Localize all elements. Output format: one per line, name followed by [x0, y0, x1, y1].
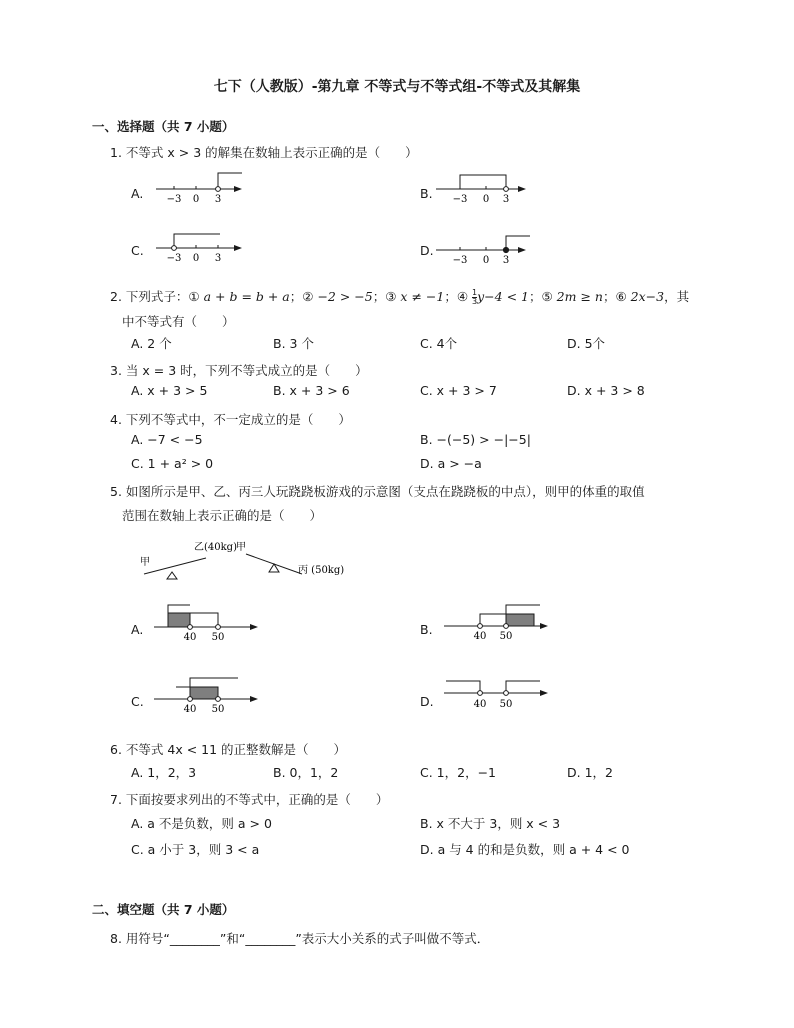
q4-option-b: B. −(−5) > −|−5|: [420, 432, 531, 447]
tick-label: 50: [211, 632, 225, 643]
tick-label: 0: [482, 194, 490, 205]
q6-option-a: A. 1，2，3: [131, 765, 197, 780]
q5-option-c-label: C.: [131, 694, 144, 709]
q6-option-c: C. 1，2，−1: [420, 765, 497, 780]
page-title: 七下（人教版）-第九章 不等式与不等式组-不等式及其解集: [213, 79, 581, 95]
q3-option-d: D. x + 3 > 8: [567, 383, 645, 398]
tick-label: 50: [211, 704, 225, 715]
tick-label: 50: [499, 699, 513, 710]
q1-option-d-label: D.: [420, 243, 434, 258]
q5-option-a-number-line: [150, 598, 265, 646]
q7-option-c: C. a 小于 3，则 3 < a: [131, 842, 260, 857]
q2-option-a: A. 2 个: [131, 336, 172, 351]
tick-label: −3: [166, 194, 182, 205]
question-5-stem: 5. 如图所示是甲、乙、丙三人玩跷跷板游戏的示意图（支点在跷跷板的中点），则甲的体重的取值: [110, 484, 645, 499]
tick-label: 40: [183, 632, 197, 643]
tick-label: 0: [192, 253, 200, 264]
q2-option-c: C. 4个: [420, 336, 458, 351]
q7-option-d: D. a 与 4 的和是负数，则 a + 4 < 0: [420, 842, 630, 857]
tick-label: 0: [192, 194, 200, 205]
question-2-stem-cont: 中不等式有（ ）: [122, 314, 235, 329]
section-fill-heading: 二、填空题（共 7 小题）: [92, 902, 235, 917]
tick-label: 3: [502, 194, 510, 205]
q5-option-d-label: D.: [420, 694, 434, 709]
question-6-stem: 6. 不等式 4x < 11 的正整数解是（ ）: [110, 742, 347, 757]
question-7-stem: 7. 下面按要求列出的不等式中，正确的是（ ）: [110, 792, 389, 807]
seesaw-label-jia-right: 甲: [236, 542, 246, 553]
question-5-stem-cont: 范围在数轴上表示正确的是（ ）: [122, 508, 323, 523]
q5-option-d-number-line: [440, 670, 555, 718]
q1-option-a-label: A.: [131, 186, 144, 201]
q7-option-b: B. x 不大于 3，则 x < 3: [420, 816, 561, 831]
q5-option-b-number-line: [440, 598, 555, 646]
q1-option-c-label: C.: [131, 243, 144, 258]
q4-option-c: C. 1 + a² > 0: [131, 456, 214, 471]
tick-label: 40: [473, 631, 487, 642]
question-3-stem: 3. 当 x = 3 时，下列不等式成立的是（ ）: [110, 363, 368, 378]
tick-label: 0: [482, 255, 490, 266]
question-2-stem: 2. 下列式子：① a + b = b + a；② −2 > −5；③ x ≠ −1；④ $\frac{1}{3}$ y−4 < 1；⑤ 2m ≥ n；⑥ 2x−3，其: [110, 288, 690, 306]
tick-label: 3: [502, 255, 510, 266]
q2-option-b: B. 3 个: [273, 336, 314, 351]
tick-label: 50: [499, 631, 513, 642]
q1-option-c-number-line: [150, 226, 250, 268]
q6-option-b: B. 0，1，2: [273, 765, 339, 780]
question-8-stem: 8. 用符号“________”和“________”表示大小关系的式子叫做不等式．: [110, 931, 490, 946]
tick-label: 40: [183, 704, 197, 715]
q3-option-b: B. x + 3 > 6: [273, 383, 350, 398]
q7-option-a: A. a 不是负数，则 a > 0: [131, 816, 272, 831]
tick-label: −3: [166, 253, 182, 264]
q5-option-a-label: A.: [131, 622, 144, 637]
seesaw-label-bing: 丙 (50kg): [298, 565, 345, 576]
tick-label: −3: [452, 194, 468, 205]
q6-option-d: D. 1，2: [567, 765, 613, 780]
q1-option-d-number-line: [430, 226, 540, 268]
question-1-stem: 1. 不等式 x > 3 的解集在数轴上表示正确的是（ ）: [110, 145, 418, 160]
q2-option-d: D. 5个: [567, 336, 606, 351]
q1-option-b-number-line: [430, 168, 540, 210]
q5-option-c-number-line: [150, 670, 265, 718]
fraction: $\frac{1}{3}$: [472, 288, 478, 306]
section-choice-heading: 一、选择题（共 7 小题）: [92, 119, 235, 134]
q3-option-c: C. x + 3 > 7: [420, 383, 497, 398]
q1-option-b-label: B.: [420, 186, 433, 201]
tick-label: 3: [214, 194, 222, 205]
q4-option-a: A. −7 < −5: [131, 432, 203, 447]
tick-label: 3: [214, 253, 222, 264]
tick-label: 40: [473, 699, 487, 710]
q4-option-d: D. a > −a: [420, 456, 482, 471]
seesaw-figure: [136, 536, 366, 582]
seesaw-label-jia-left: 甲: [140, 557, 150, 568]
q5-option-b-label: B.: [420, 622, 433, 637]
q3-option-a: A. x + 3 > 5: [131, 383, 208, 398]
question-4-stem: 4. 下列不等式中，不一定成立的是（ ）: [110, 412, 351, 427]
tick-label: −3: [452, 255, 468, 266]
seesaw-label-yi: 乙(40kg): [194, 542, 237, 553]
q1-option-a-number-line: [150, 168, 250, 210]
